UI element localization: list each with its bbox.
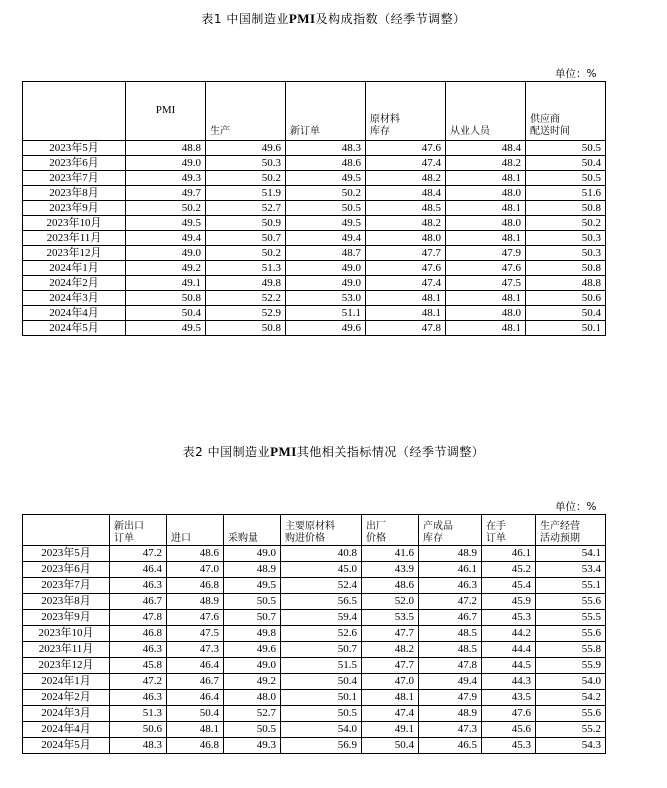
table-row xyxy=(23,201,606,216)
table-cell: 50.5 xyxy=(526,141,606,156)
table-cell: 55.6 xyxy=(536,706,606,722)
table-cell: 47.0 xyxy=(167,562,224,578)
table-cell: 49.4 xyxy=(126,231,206,246)
table-cell: 50.4 xyxy=(526,156,606,171)
table-cell: 50.1 xyxy=(526,321,606,336)
table2-header-cell: 进口 xyxy=(167,515,224,546)
table2-header-row xyxy=(23,515,606,546)
row-label: 2023年6月 xyxy=(23,156,126,171)
table-cell: 59.4 xyxy=(281,610,362,626)
table1-unit: 单位：% xyxy=(555,68,597,80)
table-cell: 49.8 xyxy=(206,276,286,291)
table-cell: 44.3 xyxy=(482,674,536,690)
table1-header-cell: 原材料 库存 xyxy=(366,82,446,141)
table-cell: 49.0 xyxy=(126,156,206,171)
row-label: 2023年9月 xyxy=(23,201,126,216)
table-cell: 50.2 xyxy=(206,246,286,261)
table-cell: 50.3 xyxy=(526,246,606,261)
table-cell: 46.7 xyxy=(110,594,167,610)
table-cell: 50.4 xyxy=(281,674,362,690)
table-cell: 51.5 xyxy=(281,658,362,674)
row-label: 2023年10月 xyxy=(23,216,126,231)
table-cell: 45.3 xyxy=(482,610,536,626)
table-cell: 47.6 xyxy=(446,261,526,276)
table-cell: 53.5 xyxy=(362,610,419,626)
table-cell: 51.6 xyxy=(526,186,606,201)
table-cell: 50.5 xyxy=(224,722,281,738)
table2-header-cell: 新出口 订单 xyxy=(110,515,167,546)
table-cell: 48.3 xyxy=(286,141,366,156)
table-cell: 49.5 xyxy=(126,216,206,231)
row-label: 2024年1月 xyxy=(23,261,126,276)
table-cell: 50.7 xyxy=(281,642,362,658)
row-label: 2023年12月 xyxy=(23,246,126,261)
table-cell: 52.6 xyxy=(281,626,362,642)
table-cell: 48.3 xyxy=(110,738,167,754)
table-cell: 48.6 xyxy=(167,546,224,562)
table-cell: 48.1 xyxy=(446,291,526,306)
table-cell: 49.4 xyxy=(419,674,482,690)
table-row xyxy=(23,642,606,658)
table-cell: 50.3 xyxy=(526,231,606,246)
table2-header-cell: 主要原材料 购进价格 xyxy=(281,515,362,546)
table-cell: 46.8 xyxy=(167,578,224,594)
row-label: 2023年5月 xyxy=(23,546,110,562)
table-cell: 48.8 xyxy=(126,141,206,156)
row-label: 2024年4月 xyxy=(23,722,110,738)
table-cell: 47.2 xyxy=(110,546,167,562)
table-cell: 48.1 xyxy=(366,291,446,306)
table-cell: 48.2 xyxy=(446,156,526,171)
table-cell: 48.5 xyxy=(419,642,482,658)
table-cell: 49.6 xyxy=(224,642,281,658)
table-cell: 50.4 xyxy=(167,706,224,722)
table2-corner-cell xyxy=(23,515,110,546)
table-cell: 50.2 xyxy=(206,171,286,186)
table-cell: 53.4 xyxy=(536,562,606,578)
row-label: 2024年5月 xyxy=(23,738,110,754)
table-cell: 50.5 xyxy=(281,706,362,722)
table2-header-cell: 在手 订单 xyxy=(482,515,536,546)
table-cell: 49.5 xyxy=(126,321,206,336)
table-cell: 54.0 xyxy=(281,722,362,738)
table-cell: 50.7 xyxy=(224,610,281,626)
table-cell: 51.1 xyxy=(286,306,366,321)
table-cell: 47.8 xyxy=(366,321,446,336)
table-cell: 48.0 xyxy=(446,186,526,201)
table-row xyxy=(23,186,606,201)
table1-header-cell: 生产 xyxy=(206,82,286,141)
row-label: 2024年2月 xyxy=(23,276,126,291)
table-cell: 50.5 xyxy=(224,594,281,610)
table-cell: 47.2 xyxy=(419,594,482,610)
table-cell: 49.2 xyxy=(126,261,206,276)
table-cell: 45.8 xyxy=(110,658,167,674)
table-cell: 46.4 xyxy=(167,690,224,706)
table-cell: 55.9 xyxy=(536,658,606,674)
table-cell: 47.6 xyxy=(366,261,446,276)
row-label: 2023年11月 xyxy=(23,642,110,658)
table-cell: 47.2 xyxy=(110,674,167,690)
table-cell: 46.7 xyxy=(419,610,482,626)
table-cell: 47.5 xyxy=(167,626,224,642)
table-cell: 40.8 xyxy=(281,546,362,562)
table-cell: 45.2 xyxy=(482,562,536,578)
table-cell: 47.7 xyxy=(362,658,419,674)
table-cell: 50.6 xyxy=(110,722,167,738)
table-cell: 48.9 xyxy=(419,546,482,562)
table-cell: 46.3 xyxy=(110,578,167,594)
table-cell: 47.4 xyxy=(362,706,419,722)
table-cell: 54.0 xyxy=(536,674,606,690)
table-cell: 45.3 xyxy=(482,738,536,754)
table-cell: 44.2 xyxy=(482,626,536,642)
table-cell: 51.3 xyxy=(110,706,167,722)
table-cell: 55.5 xyxy=(536,610,606,626)
table-cell: 47.7 xyxy=(366,246,446,261)
table-cell: 50.8 xyxy=(526,261,606,276)
table-cell: 45.9 xyxy=(482,594,536,610)
table2-unit: 单位：% xyxy=(555,501,597,513)
table-cell: 49.5 xyxy=(224,578,281,594)
table-cell: 49.7 xyxy=(126,186,206,201)
table2-body xyxy=(23,546,606,754)
table-row xyxy=(23,216,606,231)
table-cell: 45.4 xyxy=(482,578,536,594)
table1-header-cell: 从业人员 xyxy=(446,82,526,141)
table-cell: 50.8 xyxy=(526,201,606,216)
table2 xyxy=(22,514,606,754)
row-label: 2024年3月 xyxy=(23,706,110,722)
table-cell: 52.9 xyxy=(206,306,286,321)
table1-header-cell: 供应商 配送时间 xyxy=(526,82,606,141)
row-label: 2024年5月 xyxy=(23,321,126,336)
table-cell: 50.7 xyxy=(206,231,286,246)
table-cell: 53.0 xyxy=(286,291,366,306)
table-cell: 46.3 xyxy=(110,690,167,706)
table-row xyxy=(23,738,606,754)
table-cell: 46.3 xyxy=(419,578,482,594)
table-row xyxy=(23,722,606,738)
table-cell: 47.4 xyxy=(366,276,446,291)
table-cell: 48.6 xyxy=(286,156,366,171)
table-cell: 49.0 xyxy=(126,246,206,261)
table1-header-row xyxy=(23,82,606,141)
table-cell: 48.5 xyxy=(419,626,482,642)
table-cell: 45.6 xyxy=(482,722,536,738)
table-cell: 47.0 xyxy=(362,674,419,690)
table-cell: 50.5 xyxy=(286,201,366,216)
table-cell: 50.4 xyxy=(526,306,606,321)
table-cell: 55.6 xyxy=(536,626,606,642)
row-label: 2023年5月 xyxy=(23,141,126,156)
row-label: 2024年2月 xyxy=(23,690,110,706)
table-row xyxy=(23,546,606,562)
table-cell: 55.8 xyxy=(536,642,606,658)
table1-corner-cell xyxy=(23,82,126,141)
table-cell: 46.8 xyxy=(167,738,224,754)
table1-header-cell: 新订单 xyxy=(286,82,366,141)
table-cell: 47.4 xyxy=(366,156,446,171)
table2-header-cell: 产成品 库存 xyxy=(419,515,482,546)
table-cell: 48.0 xyxy=(446,306,526,321)
table-cell: 50.1 xyxy=(281,690,362,706)
table-row xyxy=(23,291,606,306)
table-cell: 54.3 xyxy=(536,738,606,754)
table-row xyxy=(23,626,606,642)
table-cell: 48.1 xyxy=(362,690,419,706)
row-label: 2023年12月 xyxy=(23,658,110,674)
table-cell: 48.9 xyxy=(419,706,482,722)
table-row xyxy=(23,706,606,722)
table-cell: 47.6 xyxy=(167,610,224,626)
table-cell: 48.6 xyxy=(362,578,419,594)
table-cell: 48.1 xyxy=(366,306,446,321)
table-row xyxy=(23,321,606,336)
row-label: 2024年4月 xyxy=(23,306,126,321)
table-cell: 50.9 xyxy=(206,216,286,231)
table1-header-cell: PMI xyxy=(126,82,206,141)
table2-header-cell: 出厂 价格 xyxy=(362,515,419,546)
table-cell: 48.2 xyxy=(366,171,446,186)
table-row xyxy=(23,578,606,594)
table-cell: 43.5 xyxy=(482,690,536,706)
table-cell: 50.6 xyxy=(526,291,606,306)
table-cell: 54.2 xyxy=(536,690,606,706)
table-cell: 48.2 xyxy=(362,642,419,658)
table-cell: 47.5 xyxy=(446,276,526,291)
table-cell: 49.0 xyxy=(224,658,281,674)
table-cell: 48.0 xyxy=(366,231,446,246)
table-cell: 49.6 xyxy=(286,321,366,336)
table-cell: 50.2 xyxy=(526,216,606,231)
table-cell: 46.1 xyxy=(419,562,482,578)
table-cell: 45.0 xyxy=(281,562,362,578)
table-cell: 47.8 xyxy=(110,610,167,626)
table-cell: 52.0 xyxy=(362,594,419,610)
row-label: 2023年7月 xyxy=(23,171,126,186)
table-cell: 50.4 xyxy=(126,306,206,321)
table2-header-cell: 生产经营 活动预期 xyxy=(536,515,606,546)
table-cell: 48.2 xyxy=(366,216,446,231)
table-row xyxy=(23,156,606,171)
table-cell: 43.9 xyxy=(362,562,419,578)
table-cell: 48.0 xyxy=(446,216,526,231)
table-cell: 48.1 xyxy=(446,201,526,216)
table-cell: 46.4 xyxy=(167,658,224,674)
table-cell: 46.4 xyxy=(110,562,167,578)
table-row xyxy=(23,231,606,246)
table-cell: 47.3 xyxy=(419,722,482,738)
table-cell: 52.4 xyxy=(281,578,362,594)
table-cell: 49.5 xyxy=(286,171,366,186)
table-cell: 56.9 xyxy=(281,738,362,754)
table-cell: 49.3 xyxy=(224,738,281,754)
table-cell: 48.1 xyxy=(446,321,526,336)
table-cell: 48.1 xyxy=(167,722,224,738)
table-cell: 50.2 xyxy=(286,186,366,201)
table-cell: 49.0 xyxy=(224,546,281,562)
table-cell: 48.0 xyxy=(224,690,281,706)
row-label: 2023年11月 xyxy=(23,231,126,246)
table-cell: 50.5 xyxy=(526,171,606,186)
table-cell: 50.8 xyxy=(206,321,286,336)
row-label: 2023年8月 xyxy=(23,594,110,610)
row-label: 2023年8月 xyxy=(23,186,126,201)
table-cell: 46.8 xyxy=(110,626,167,642)
table-cell: 52.2 xyxy=(206,291,286,306)
table-row xyxy=(23,562,606,578)
table-cell: 55.1 xyxy=(536,578,606,594)
table-cell: 47.9 xyxy=(419,690,482,706)
table-cell: 46.3 xyxy=(110,642,167,658)
table-row xyxy=(23,171,606,186)
table1-title: 表1 中国制造业PMI及构成指数（经季节调整） xyxy=(201,11,466,26)
row-label: 2024年1月 xyxy=(23,674,110,690)
table-cell: 48.8 xyxy=(526,276,606,291)
table2-title: 表2 中国制造业PMI其他相关指标情况（经季节调整） xyxy=(182,444,485,459)
table-cell: 47.8 xyxy=(419,658,482,674)
table-cell: 47.7 xyxy=(362,626,419,642)
table-cell: 49.5 xyxy=(286,216,366,231)
table-cell: 48.1 xyxy=(446,171,526,186)
table-cell: 50.8 xyxy=(126,291,206,306)
table-cell: 48.9 xyxy=(167,594,224,610)
table-row xyxy=(23,276,606,291)
table-cell: 44.4 xyxy=(482,642,536,658)
table-row xyxy=(23,594,606,610)
row-label: 2023年10月 xyxy=(23,626,110,642)
table-cell: 47.6 xyxy=(366,141,446,156)
table-cell: 49.4 xyxy=(286,231,366,246)
table-cell: 52.7 xyxy=(224,706,281,722)
table-cell: 47.9 xyxy=(446,246,526,261)
table-cell: 49.2 xyxy=(224,674,281,690)
table-cell: 51.9 xyxy=(206,186,286,201)
table-cell: 49.1 xyxy=(126,276,206,291)
table-cell: 41.6 xyxy=(362,546,419,562)
table-row xyxy=(23,246,606,261)
table-cell: 44.5 xyxy=(482,658,536,674)
table-row xyxy=(23,658,606,674)
table-cell: 47.6 xyxy=(482,706,536,722)
row-label: 2023年9月 xyxy=(23,610,110,626)
table-cell: 56.5 xyxy=(281,594,362,610)
table-cell: 49.8 xyxy=(224,626,281,642)
table-cell: 46.7 xyxy=(167,674,224,690)
table-cell: 49.6 xyxy=(206,141,286,156)
row-label: 2023年7月 xyxy=(23,578,110,594)
table-cell: 55.6 xyxy=(536,594,606,610)
table-cell: 48.1 xyxy=(446,231,526,246)
table-row xyxy=(23,141,606,156)
table1 xyxy=(22,81,606,336)
table-cell: 48.5 xyxy=(366,201,446,216)
table-cell: 50.4 xyxy=(362,738,419,754)
row-label: 2023年6月 xyxy=(23,562,110,578)
row-label: 2024年3月 xyxy=(23,291,126,306)
table-row xyxy=(23,306,606,321)
table-cell: 49.0 xyxy=(286,261,366,276)
table1-body xyxy=(23,141,606,336)
table-cell: 49.1 xyxy=(362,722,419,738)
table-cell: 48.9 xyxy=(224,562,281,578)
table-cell: 46.1 xyxy=(482,546,536,562)
table-row xyxy=(23,690,606,706)
table-cell: 47.3 xyxy=(167,642,224,658)
table-cell: 49.0 xyxy=(286,276,366,291)
table-row xyxy=(23,610,606,626)
table-cell: 48.7 xyxy=(286,246,366,261)
table-row xyxy=(23,674,606,690)
table2-header-cell: 采购量 xyxy=(224,515,281,546)
table-cell: 48.4 xyxy=(446,141,526,156)
table-cell: 55.2 xyxy=(536,722,606,738)
table-cell: 48.4 xyxy=(366,186,446,201)
table-cell: 51.3 xyxy=(206,261,286,276)
table-cell: 46.5 xyxy=(419,738,482,754)
table-cell: 50.3 xyxy=(206,156,286,171)
table-cell: 50.2 xyxy=(126,201,206,216)
table-row xyxy=(23,261,606,276)
table-cell: 49.3 xyxy=(126,171,206,186)
table-cell: 54.1 xyxy=(536,546,606,562)
table-cell: 52.7 xyxy=(206,201,286,216)
